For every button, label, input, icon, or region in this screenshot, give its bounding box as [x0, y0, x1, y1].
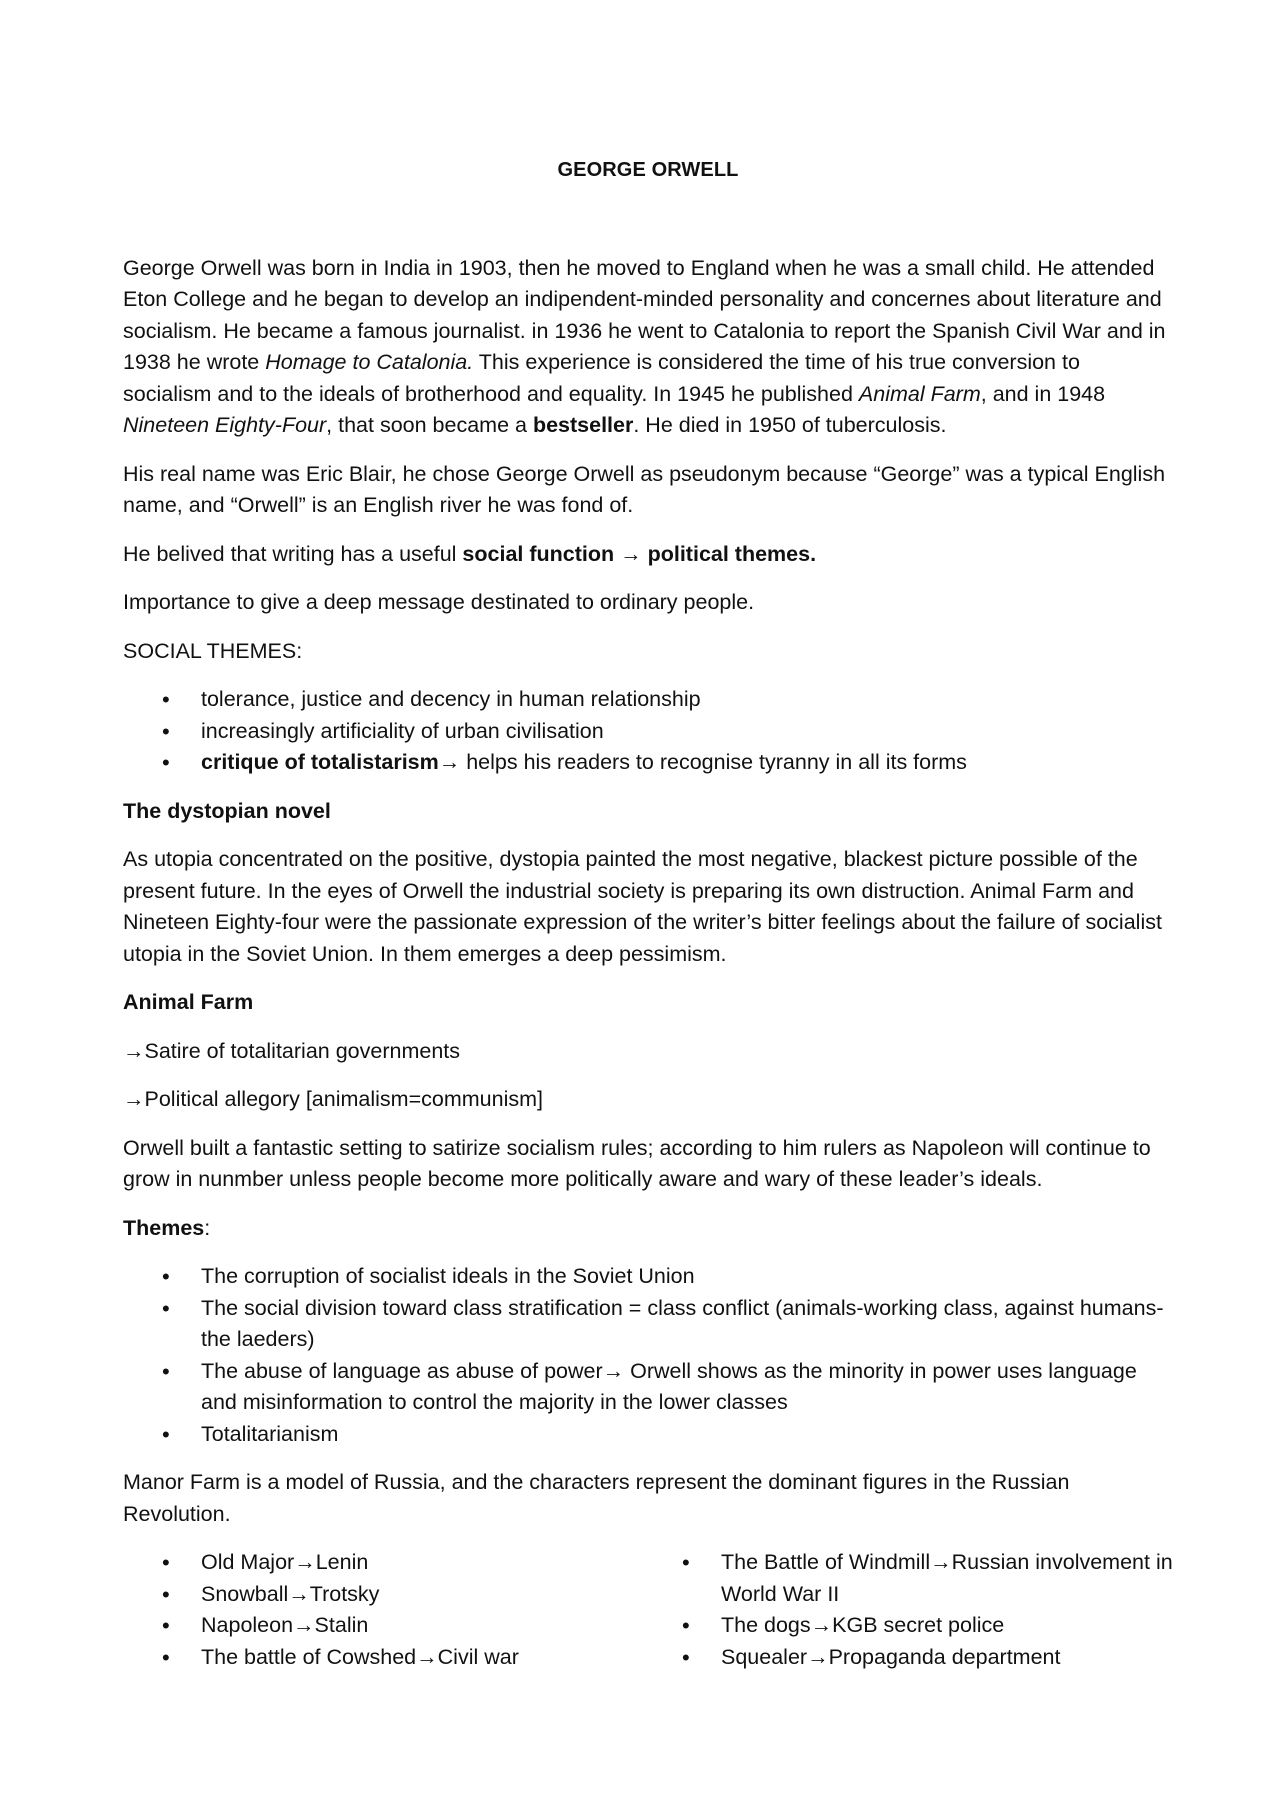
arrow-right-icon: → [294, 1550, 316, 1574]
allegory-list-left [123, 1547, 683, 1673]
arrow-right-icon: → [438, 750, 461, 774]
arrow-right-icon: → [293, 1613, 315, 1637]
arrow-right-icon: → [288, 1581, 310, 1606]
importance-paragraph: Importance to give a deep message destinated to ordinary people. [123, 590, 755, 614]
dystopian-paragraph: As utopia concentrated on the positive, dystopia painted the most negative, blackest picture possible of the present future. In the eyes of Orwell the industrial society is preparing its own distruction. Animal Farm and Nineteen Eighty-four were the passionate expression of the writer’s bitter feelings about the failure of socialist utopia in the Soviet Union. In them emerges a deep pessimism. [123, 847, 1162, 966]
animal-farm-heading: Animal Farm [123, 990, 254, 1014]
list-item: • Totalitarianism [201, 1419, 1173, 1451]
social-themes-list [123, 684, 1173, 779]
dystopian-heading: The dystopian novel [123, 798, 331, 823]
document-title: GEORGE ORWELL [557, 159, 739, 181]
allegory-list-right [683, 1547, 1173, 1673]
list-item: • Napoleon→Stalin [201, 1610, 683, 1642]
list-item: • increasingly artificiality of urban civilisation [201, 716, 1173, 748]
allegory-column-right [683, 1547, 1173, 1673]
themes-list [123, 1261, 1173, 1450]
social-themes-label: SOCIAL THEMES: [123, 638, 303, 663]
allegory-columns [123, 1547, 1173, 1673]
arrow-right-icon: → [123, 1038, 145, 1063]
animal-farm-paragraph: Orwell built a fantastic setting to satirize socialism rules; according to him rulers as Napoleon will continue to grow in nunmber unless people become more politically aware and wary of these leader’s ideals. [123, 1135, 1151, 1191]
list-item: • critique of totalistarism→ helps his readers to recognise tyranny in all its forms [201, 747, 1173, 779]
arrow-right-icon: → [416, 1644, 438, 1669]
list-item: • Squealer→Propaganda department [721, 1642, 1173, 1674]
arrow-right-icon: → [123, 1087, 145, 1111]
document-body [123, 150, 1173, 1690]
allegory-column-left [123, 1547, 683, 1673]
list-item: • The dogs→KGB secret police [721, 1610, 1173, 1642]
arrow-right-icon: → [602, 1358, 625, 1383]
list-item: • Old Major→Lenin [201, 1547, 683, 1579]
list-item: • The battle of Cowshed→Civil war [201, 1642, 683, 1674]
animal-farm-point: →Satire of totalitarian governments [123, 1038, 460, 1063]
list-item: • Snowball→Trotsky [201, 1579, 683, 1611]
manor-farm-paragraph: Manor Farm is a model of Russia, and the characters represent the dominant figures in the Russian Revolution. [123, 1470, 1070, 1526]
list-item: • The Battle of Windmill→Russian involvement in World War II [721, 1547, 1173, 1610]
arrow-right-icon: → [930, 1550, 952, 1574]
arrow-right-icon: → [810, 1613, 833, 1637]
arrow-right-icon: → [807, 1644, 829, 1669]
biography-paragraph: George Orwell was born in India in 1903, then he moved to England when he was a small child. He attended Eton College and he began to develop an indipendent-minded personality and concernes about literature and socialism. He became a famous journalist. in 1936 he went to Catalonia to report the Spanish Civil War and in 1938 he wrote Homage to Catalonia. This experience is considered the time of his true conversion to socialism and to the ideals of brotherhood and equality. In 1945 he published Animal Farm, and in 1948 Nineteen Eighty-Four, that soon became a bestseller. He died in 1950 of tuberculosis. [123, 255, 1166, 437]
themes-label: Themes: [123, 1215, 211, 1240]
pseudonym-paragraph: His real name was Eric Blair, he chose George Orwell as pseudonym because “George” was a typical English name, and “Orwell” is an English river he was fond of. [123, 461, 1166, 517]
list-item: • The abuse of language as abuse of power→ Orwell shows as the minority in power uses language and misinformation to control the majority in the lower classes [201, 1356, 1173, 1419]
list-item: • tolerance, justice and decency in human relationship [201, 684, 1173, 716]
arrow-right-icon: → [620, 541, 642, 566]
writing-function-paragraph: He belived that writing has a useful social function → political themes. [123, 541, 817, 566]
list-item: • The social division toward class stratification = class conflict (animals-working class, against humans-the laeders) [201, 1293, 1173, 1356]
list-item: • The corruption of socialist ideals in the Soviet Union [201, 1261, 1173, 1293]
animal-farm-point: →Political allegory [animalism=communism] [123, 1087, 543, 1111]
